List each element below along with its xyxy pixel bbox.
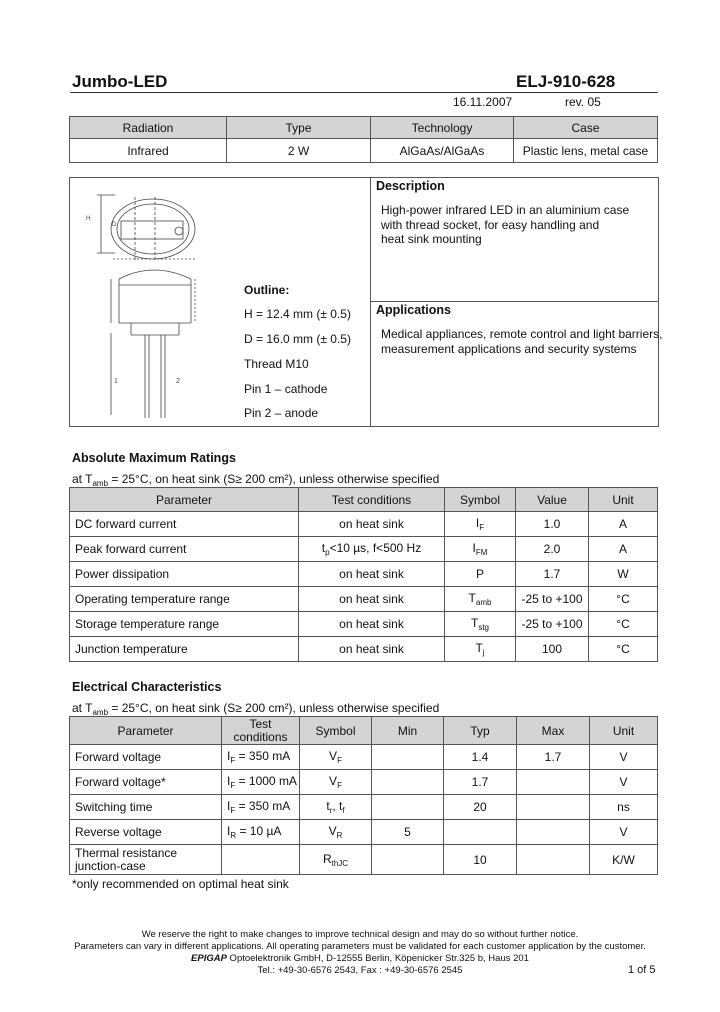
electrical-condition-suffix: = 25°C, on heat sink (S≥ 200 cm²), unless otherwise specified bbox=[108, 701, 440, 715]
cond-sub: F bbox=[230, 806, 236, 815]
symbol-main: T bbox=[468, 591, 476, 605]
electrical-max bbox=[517, 820, 590, 845]
electrical-param: Switching time bbox=[70, 795, 222, 820]
abs-max-table bbox=[69, 487, 658, 662]
electrical-param: Forward voltage* bbox=[70, 770, 222, 795]
summary-value-radiation: Infrared bbox=[70, 139, 227, 163]
abs-max-header-conditions: Test conditions bbox=[299, 488, 445, 512]
footer-contact: Tel.: +49-30-6576 2543, Fax : +49-30-6576 2545 bbox=[257, 965, 463, 976]
cond-sub: F bbox=[230, 781, 236, 790]
cond-sub: p bbox=[325, 548, 330, 557]
electrical-header-symbol: Symbol bbox=[300, 717, 372, 745]
footer-line-1: We reserve the right to make changes to improve technical design and may do so without further notice. bbox=[141, 929, 579, 940]
electrical-header-conditions: Test conditions bbox=[222, 717, 300, 745]
summary-table bbox=[69, 116, 658, 163]
electrical-cond bbox=[222, 745, 300, 770]
abs-max-param: Peak forward current bbox=[70, 537, 299, 562]
abs-max-unit: °C bbox=[589, 587, 658, 612]
symbol-sub-2: f bbox=[342, 806, 345, 815]
cond-sym: I bbox=[227, 749, 231, 763]
abs-max-header-value: Value bbox=[516, 488, 589, 512]
description-title: Description bbox=[376, 179, 445, 193]
abs-max-symbol bbox=[445, 587, 516, 612]
outline-thread: Thread M10 bbox=[244, 357, 309, 371]
abs-max-header-symbol: Symbol bbox=[445, 488, 516, 512]
electrical-header-unit: Unit bbox=[590, 717, 658, 745]
drawing-label-pin2: 2 bbox=[176, 378, 180, 385]
symbol-main: R bbox=[322, 851, 332, 866]
abs-max-symbol bbox=[445, 562, 516, 587]
description-line-2: with thread socket, for easy handling and bbox=[381, 217, 600, 232]
electrical-title: Electrical Characteristics bbox=[72, 680, 222, 694]
symbol-main: I bbox=[475, 516, 480, 530]
part-number: ELJ-910-628 bbox=[516, 72, 616, 91]
symbol-sub: stg bbox=[478, 623, 489, 632]
abs-max-cond: on heat sink bbox=[299, 512, 445, 537]
abs-max-title: Absolute Maximum Ratings bbox=[72, 451, 236, 465]
electrical-header-max: Max bbox=[517, 717, 590, 745]
cond-main: t bbox=[321, 541, 326, 555]
cond-sub: R bbox=[230, 831, 237, 840]
symbol-main: V bbox=[329, 749, 338, 763]
outline-pin1: Pin 1 – cathode bbox=[244, 382, 328, 396]
electrical-min bbox=[372, 745, 444, 770]
abs-max-value: 100 bbox=[516, 637, 589, 662]
electrical-param: Forward voltage bbox=[70, 745, 222, 770]
abs-max-header-parameter: Parameter bbox=[70, 488, 299, 512]
electrical-max bbox=[517, 845, 590, 875]
electrical-typ: 1.7 bbox=[444, 770, 517, 795]
table-row bbox=[70, 770, 658, 795]
summary-value-type: 2 W bbox=[227, 139, 371, 163]
desc-app-divider bbox=[370, 301, 658, 302]
electrical-typ: 1.4 bbox=[444, 745, 517, 770]
abs-max-header-unit: Unit bbox=[589, 488, 658, 512]
abs-max-condition bbox=[72, 472, 439, 488]
electrical-cond bbox=[222, 820, 300, 845]
doc-revision: rev. 05 bbox=[565, 95, 601, 109]
outline-height: H = 12.4 mm (± 0.5) bbox=[244, 307, 351, 321]
electrical-table bbox=[69, 716, 658, 875]
table-row bbox=[70, 537, 658, 562]
symbol-sub: r bbox=[329, 806, 333, 815]
summary-header-technology: Technology bbox=[371, 117, 514, 139]
outline-pin2: Pin 2 – anode bbox=[244, 406, 319, 420]
cond-sym: I bbox=[227, 824, 231, 838]
table-row bbox=[70, 612, 658, 637]
applications-line-2: measurement applications and security systems bbox=[381, 341, 637, 356]
cond-sym: I bbox=[227, 799, 231, 813]
abs-max-symbol bbox=[445, 512, 516, 537]
electrical-condition-prefix: at T bbox=[72, 701, 93, 715]
table-row bbox=[70, 637, 658, 662]
abs-max-cond: on heat sink bbox=[299, 612, 445, 637]
applications-line-1: Medical appliances, remote control and light barriers, bbox=[381, 327, 663, 341]
symbol-sub: R bbox=[336, 831, 343, 840]
symbol-sub: j bbox=[482, 648, 485, 657]
symbol-main-2: , t bbox=[332, 799, 343, 813]
abs-max-cond: on heat sink bbox=[299, 562, 445, 587]
footer-line-2: Parameters can vary in different applications. All operating parameters must be validated for each customer application by the customer. bbox=[74, 941, 646, 952]
symbol-main: T bbox=[475, 641, 483, 655]
electrical-cond bbox=[222, 770, 300, 795]
product-family: Jumbo-LED bbox=[72, 72, 168, 91]
symbol-sub: amb bbox=[475, 598, 492, 607]
abs-max-value: 1.7 bbox=[516, 562, 589, 587]
electrical-symbol bbox=[300, 820, 372, 845]
cond-rest: = 350 mA bbox=[235, 749, 291, 763]
electrical-unit: ns bbox=[590, 795, 658, 820]
electrical-max bbox=[517, 770, 590, 795]
electrical-min: 5 bbox=[372, 820, 444, 845]
symbol-sub: F bbox=[337, 781, 342, 790]
abs-max-param: DC forward current bbox=[70, 512, 299, 537]
symbol-sub: F bbox=[337, 756, 342, 765]
abs-max-condition-sub: amb bbox=[92, 479, 109, 488]
abs-max-value: -25 to +100 bbox=[516, 587, 589, 612]
electrical-max: 1.7 bbox=[517, 745, 590, 770]
company-address: Optoelektronik GmbH, D-12555 Berlin, Köpenicker Str.325 b, Haus 201 bbox=[226, 953, 529, 964]
outline-title: Outline: bbox=[244, 283, 290, 297]
electrical-typ: 20 bbox=[444, 795, 517, 820]
electrical-condition bbox=[72, 701, 439, 717]
abs-max-unit: A bbox=[589, 537, 658, 562]
abs-max-symbol bbox=[445, 637, 516, 662]
page-number: 1 of 5 bbox=[628, 964, 656, 976]
electrical-param: Thermal resistance junction-case bbox=[70, 845, 222, 875]
table-row bbox=[70, 795, 658, 820]
description-line-3: heat sink mounting bbox=[381, 232, 482, 246]
electrical-footnote: *only recommended on optimal heat sink bbox=[72, 877, 289, 891]
electrical-unit: V bbox=[590, 745, 658, 770]
summary-value-technology: AlGaAs/AlGaAs bbox=[371, 139, 514, 163]
company-logo-text: EPIGAP bbox=[191, 953, 227, 964]
abs-max-param: Junction temperature bbox=[70, 637, 299, 662]
symbol-main: P bbox=[475, 567, 484, 581]
abs-max-cond: on heat sink bbox=[299, 637, 445, 662]
electrical-unit: V bbox=[590, 820, 658, 845]
applications-text bbox=[381, 327, 662, 356]
symbol-main: I bbox=[472, 541, 476, 555]
cond-rest: = 350 mA bbox=[235, 799, 291, 813]
doc-date: 16.11.2007 bbox=[453, 95, 513, 109]
electrical-header-parameter: Parameter bbox=[70, 717, 222, 745]
drawing-label-h: H bbox=[86, 216, 91, 222]
drawing-label-d: D bbox=[112, 222, 117, 228]
summary-header-radiation: Radiation bbox=[70, 117, 227, 139]
abs-max-unit: °C bbox=[589, 612, 658, 637]
electrical-symbol bbox=[300, 770, 372, 795]
applications-title: Applications bbox=[376, 303, 452, 317]
electrical-symbol bbox=[300, 795, 372, 820]
abs-max-cond: on heat sink bbox=[299, 587, 445, 612]
abs-max-unit: A bbox=[589, 512, 658, 537]
electrical-typ: 10 bbox=[444, 845, 517, 875]
abs-max-symbol bbox=[445, 612, 516, 637]
electrical-symbol bbox=[300, 745, 372, 770]
abs-max-param: Operating temperature range bbox=[70, 587, 299, 612]
symbol-sub: thJC bbox=[331, 858, 349, 868]
symbol-sub: F bbox=[479, 523, 485, 532]
abs-max-cond bbox=[299, 537, 445, 562]
abs-max-condition-suffix: = 25°C, on heat sink (S≥ 200 cm²), unless otherwise specified bbox=[108, 472, 440, 486]
electrical-max bbox=[517, 795, 590, 820]
symbol-main: V bbox=[329, 774, 338, 788]
abs-max-value: 1.0 bbox=[516, 512, 589, 537]
summary-value-case: Plastic lens, metal case bbox=[514, 139, 658, 163]
abs-max-unit: °C bbox=[589, 637, 658, 662]
symbol-sub: FM bbox=[475, 548, 488, 557]
symbol-main: T bbox=[470, 616, 479, 630]
abs-max-param: Storage temperature range bbox=[70, 612, 299, 637]
electrical-cond bbox=[222, 795, 300, 820]
abs-max-value: 2.0 bbox=[516, 537, 589, 562]
description-text bbox=[381, 203, 629, 247]
electrical-header-min: Min bbox=[372, 717, 444, 745]
cond-rest: = 10 µA bbox=[236, 824, 282, 838]
electrical-symbol bbox=[300, 845, 372, 875]
header-rule bbox=[70, 92, 658, 93]
abs-max-unit: W bbox=[589, 562, 658, 587]
table-row bbox=[70, 745, 658, 770]
electrical-cond bbox=[222, 845, 300, 875]
table-row bbox=[70, 512, 658, 537]
drawing-label-pin1: 1 bbox=[114, 378, 118, 385]
footer-company bbox=[0, 953, 720, 964]
table-row bbox=[70, 820, 658, 845]
cond-rest: <10 µs, f<500 Hz bbox=[329, 541, 422, 555]
abs-max-symbol bbox=[445, 537, 516, 562]
abs-max-param: Power dissipation bbox=[70, 562, 299, 587]
cond-sub: F bbox=[230, 756, 236, 765]
electrical-param: Reverse voltage bbox=[70, 820, 222, 845]
cond-rest: = 1000 mA bbox=[235, 774, 297, 788]
summary-header-case: Case bbox=[514, 117, 658, 139]
summary-header-type: Type bbox=[227, 117, 371, 139]
description-line-1: High-power infrared LED in an aluminium case bbox=[381, 203, 630, 217]
table-row bbox=[70, 845, 658, 875]
led-outline-drawing bbox=[75, 183, 235, 421]
abs-max-value: -25 to +100 bbox=[516, 612, 589, 637]
table-row bbox=[70, 587, 658, 612]
table-row bbox=[70, 562, 658, 587]
abs-max-condition-prefix: at T bbox=[72, 472, 93, 486]
electrical-min bbox=[372, 770, 444, 795]
electrical-min bbox=[372, 845, 444, 875]
electrical-unit: V bbox=[590, 770, 658, 795]
electrical-min bbox=[372, 795, 444, 820]
symbol-main: t bbox=[326, 799, 330, 813]
electrical-header-typ: Typ bbox=[444, 717, 517, 745]
electrical-condition-sub: amb bbox=[92, 708, 109, 717]
symbol-main: V bbox=[328, 824, 337, 838]
outline-diameter: D = 16.0 mm (± 0.5) bbox=[244, 332, 351, 346]
cond-sym: I bbox=[227, 774, 231, 788]
electrical-typ bbox=[444, 820, 517, 845]
electrical-unit: K/W bbox=[590, 845, 658, 875]
